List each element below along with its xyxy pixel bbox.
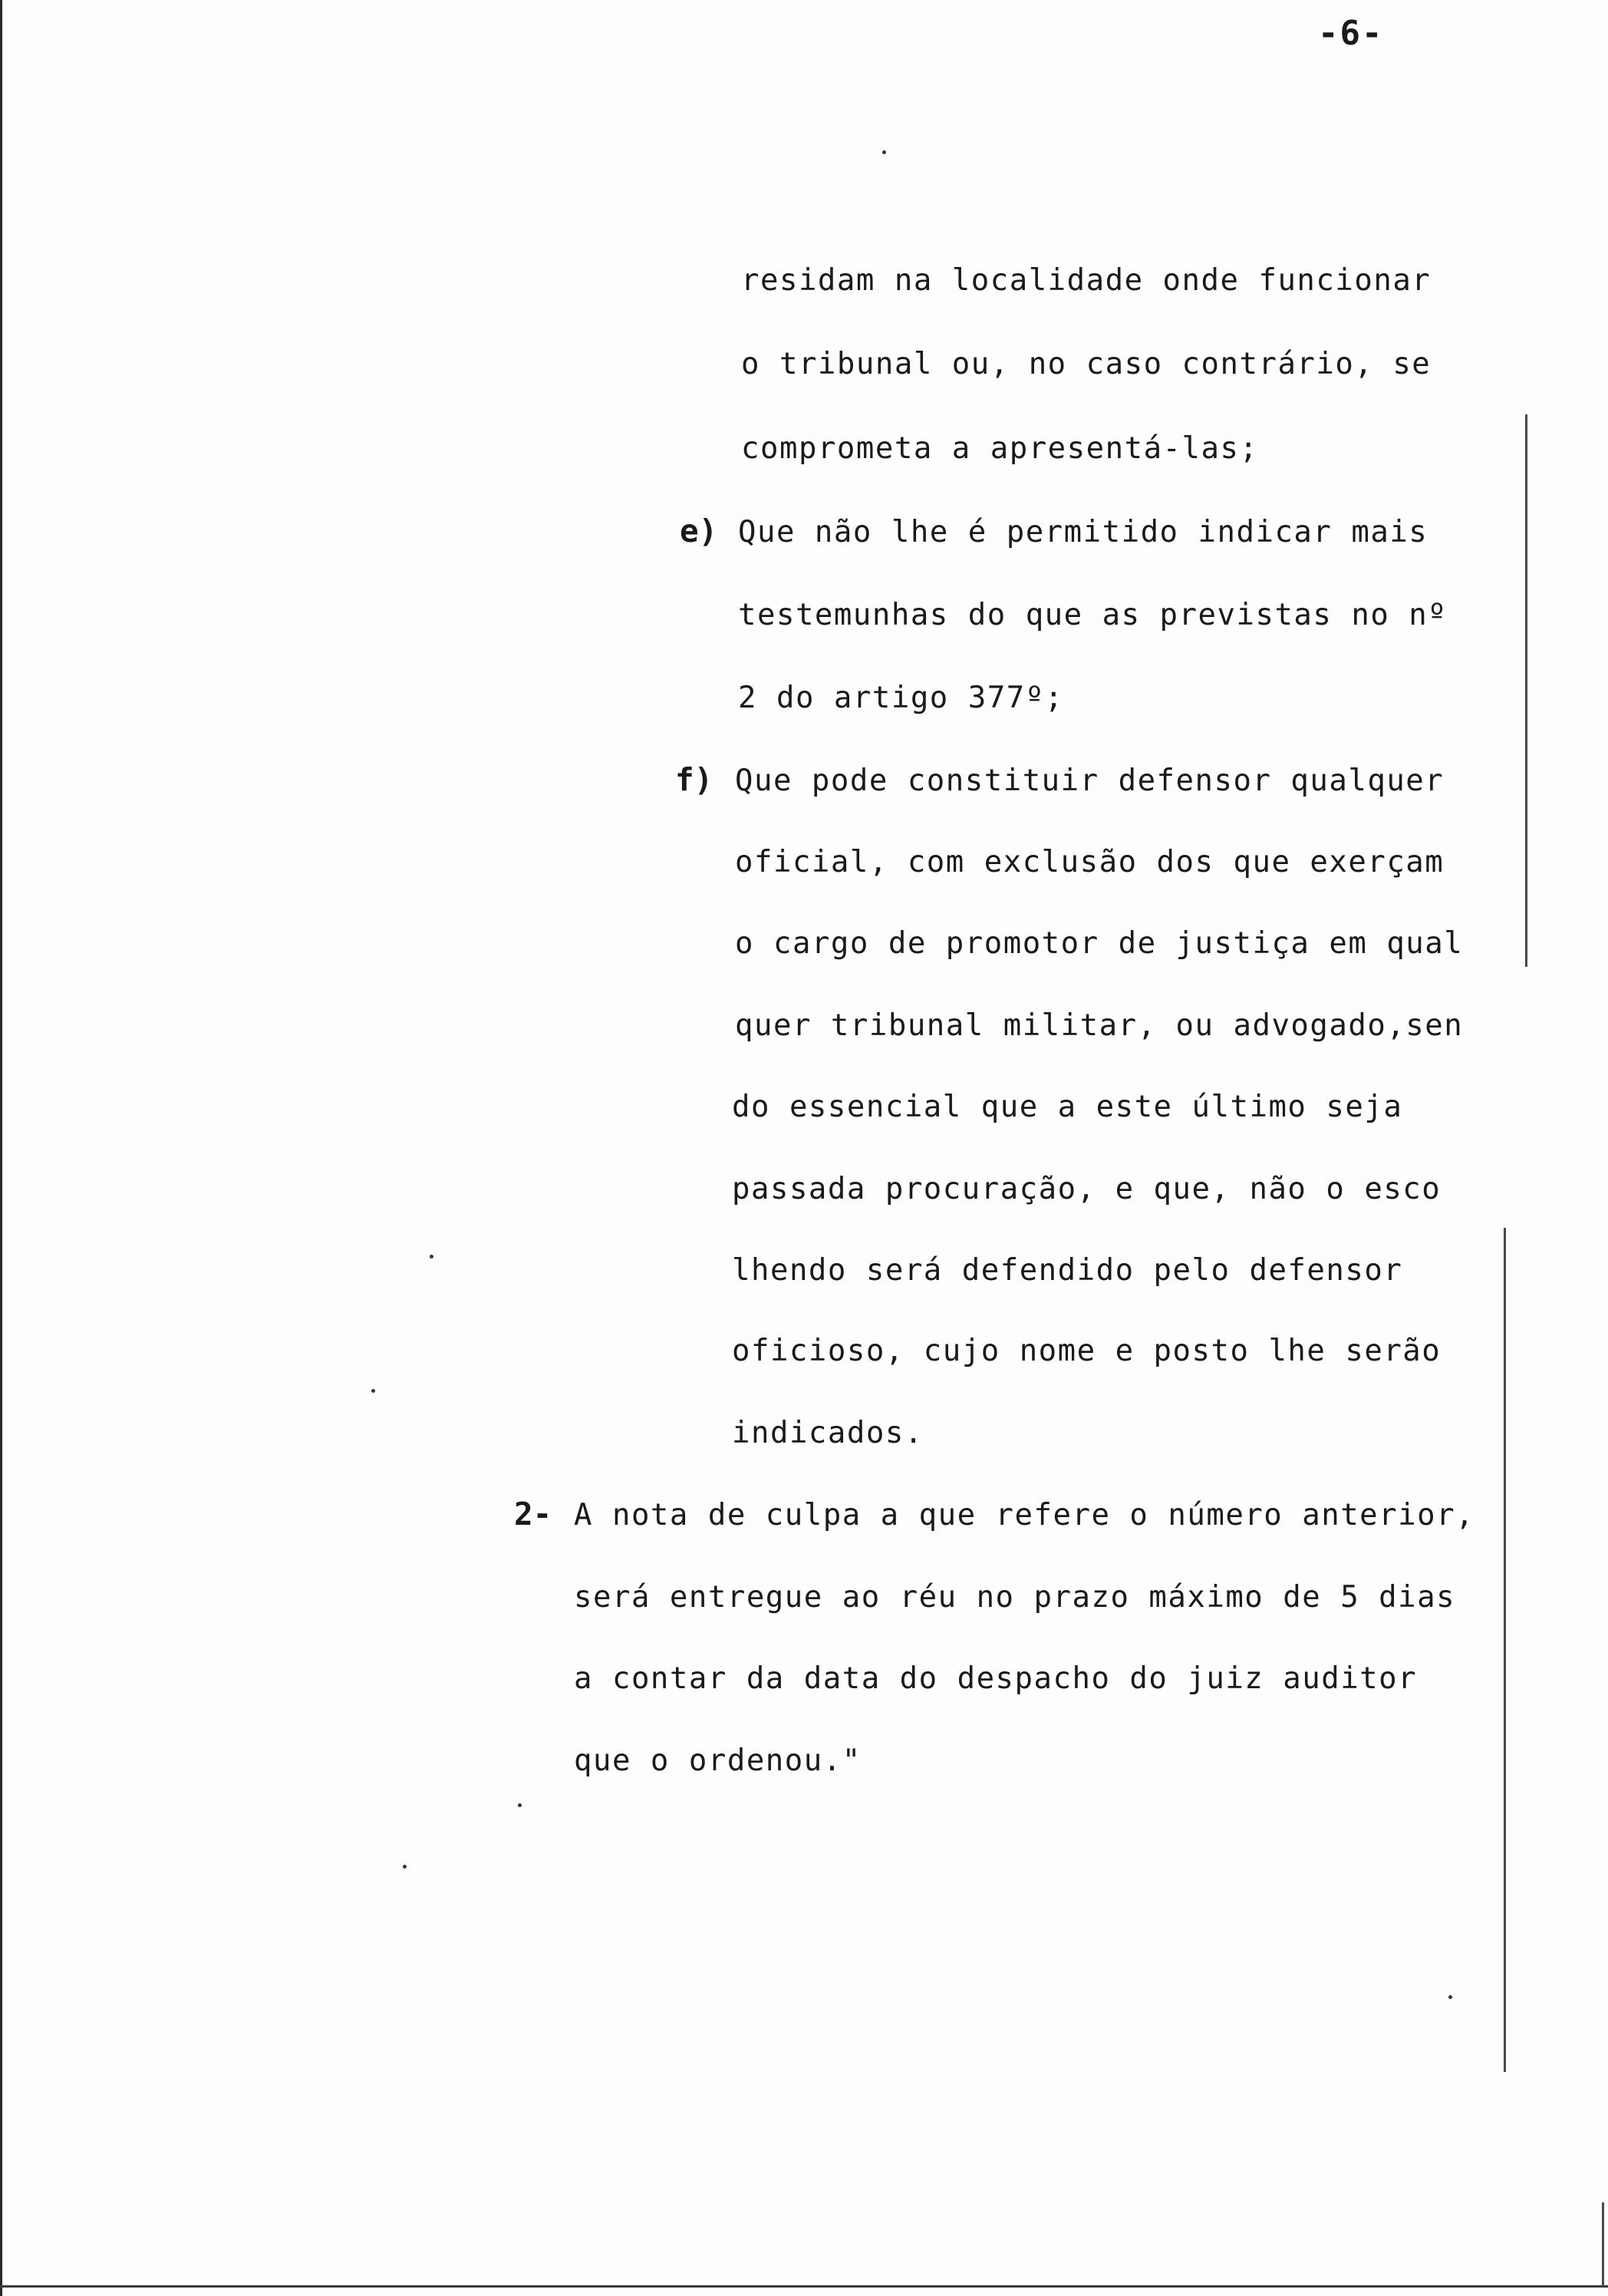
scan-speck	[1448, 1995, 1452, 1999]
scan-edge-left	[0, 0, 2, 2296]
item-2-marker: 2-	[514, 1496, 552, 1532]
item-f-line: passada procuração, e que, não o esco	[732, 1172, 1442, 1206]
item-f-line: lhendo será defendido pelo defensor	[732, 1253, 1403, 1288]
item-e-line: testemunhas do que as previstas no nº	[738, 598, 1448, 632]
scan-margin-line	[1525, 414, 1527, 967]
scan-speck	[430, 1255, 433, 1259]
item-d-line: comprometa a apresentá-las;	[741, 431, 1259, 466]
item-d-line: residam na localidade onde funcionar	[741, 263, 1432, 298]
scan-speck	[882, 150, 886, 154]
page-number: -6-	[1318, 14, 1384, 53]
item-e-line: 2 do artigo 377º;	[738, 681, 1064, 715]
scan-margin-line	[1602, 2202, 1604, 2287]
scan-speck	[403, 1865, 407, 1869]
item-e-marker: e)	[680, 513, 718, 549]
item-f-line: oficial, com exclusão dos que exerçam	[735, 845, 1445, 879]
item-f-line: do essencial que a este último seja	[732, 1090, 1403, 1124]
item-f-line: o cargo de promotor de justiça em qual	[735, 926, 1464, 961]
item-2-line: A nota de culpa a que refere o número anterior,	[574, 1498, 1475, 1532]
item-2-line: que o ordenou."	[574, 1743, 862, 1778]
scan-speck	[518, 1803, 522, 1807]
item-f-line: oficioso, cujo nome e posto lhe serão	[732, 1334, 1442, 1368]
item-f-line: indicados.	[732, 1416, 924, 1450]
item-f-line: quer tribunal militar, ou advogado,sen	[735, 1008, 1464, 1043]
scan-edge-bottom	[0, 2285, 1608, 2288]
item-2-line: será entregue ao réu no prazo máximo de 5 dias	[574, 1580, 1456, 1615]
scan-speck	[371, 1389, 375, 1393]
item-e-line: Que não lhe é permitido indicar mais	[738, 515, 1428, 549]
item-2-line: a contar da data do despacho do juiz auditor	[574, 1661, 1418, 1696]
item-f-line: Que pode constituir defensor qualquer	[735, 764, 1445, 798]
item-f-marker: f)	[675, 761, 713, 798]
scan-margin-line	[1504, 1228, 1506, 2072]
item-d-line: o tribunal ou, no caso contrário, se	[741, 347, 1432, 381]
